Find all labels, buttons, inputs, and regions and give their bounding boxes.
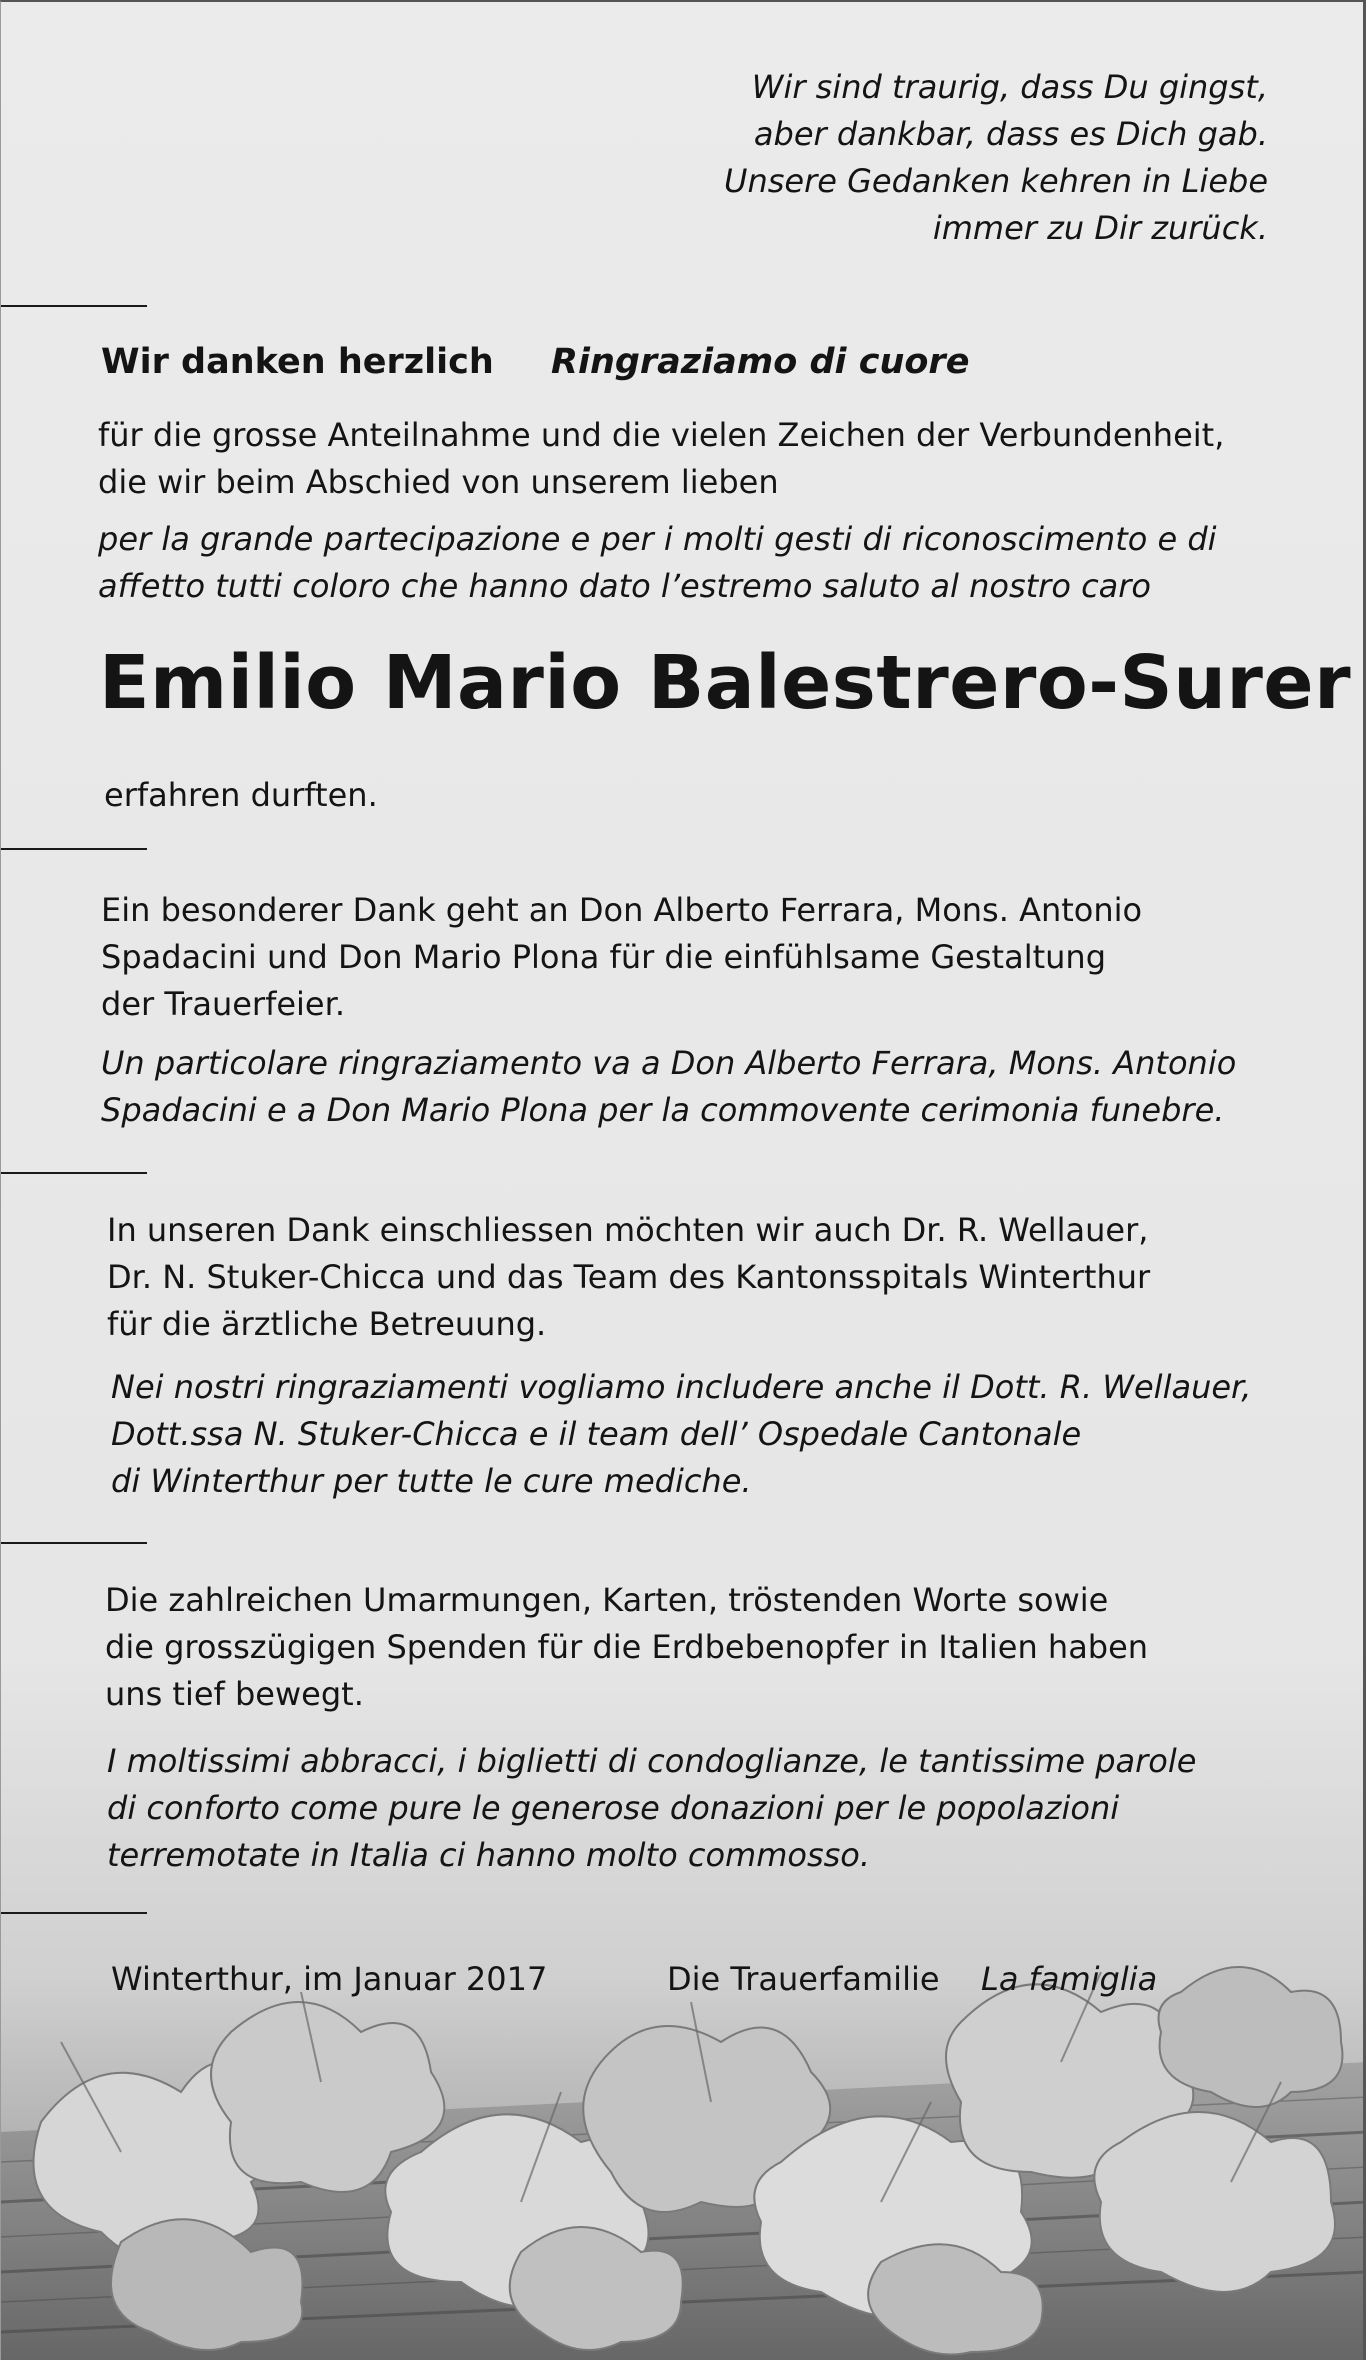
text-line: uns tief bewegt.: [105, 1675, 364, 1713]
text-line: die grosszügigen Spenden für die Erdbebenopfer in Italien haben: [105, 1628, 1149, 1666]
signature-german: Die Trauerfamilie: [667, 1960, 940, 1998]
divider-rule: [1, 1912, 147, 1914]
text-line: terremotate in Italia ci hanno molto commosso.: [107, 1836, 871, 1874]
divider-rule: [1, 305, 147, 307]
after-name-text: erfahren durften.: [104, 776, 378, 814]
divider-rule: [1, 1172, 147, 1174]
text-line: Ein besonderer Dank geht an Don Alberto Ferrara, Mons. Antonio: [101, 891, 1143, 929]
thanks-medical-italian: [111, 1364, 1251, 1505]
text-line: der Trauerfeier.: [101, 985, 345, 1023]
divider-rule: [1, 1542, 147, 1544]
text-line: die wir beim Abschied von unserem lieben: [98, 463, 779, 501]
thanks-general-italian: [107, 1738, 1196, 1879]
text-line: Nei nostri ringraziamenti vogliamo includere anche il Dott. R. Wellauer,: [111, 1368, 1252, 1406]
thanks-medical-german: [107, 1207, 1150, 1348]
text-line: Dr. N. Stuker-Chicca und das Team des Kantonsspitals Winterthur: [107, 1258, 1151, 1296]
deceased-name: Emilio Mario Balestrero-Surer: [99, 640, 1352, 726]
thanks-clergy-german: [101, 887, 1142, 1028]
intro-italian: [98, 516, 1217, 610]
verse-line: immer zu Dir zurück.: [932, 209, 1268, 247]
verse-line: Unsere Gedanken kehren in Liebe: [724, 162, 1268, 200]
verse-line: Wir sind traurig, dass Du gingst,: [751, 68, 1268, 106]
signature-italian: La famiglia: [981, 1960, 1158, 1998]
heading-german: Wir danken herzlich: [101, 342, 494, 382]
divider-rule: [1, 848, 147, 850]
text-line: für die grosse Anteilnahme und die vielen Zeichen der Verbundenheit,: [98, 416, 1225, 454]
text-line: Un particolare ringraziamento va a Don Alberto Ferrara, Mons. Antonio: [101, 1044, 1237, 1082]
thanks-general-german: [105, 1577, 1148, 1718]
text-line: Spadacini e a Don Mario Plona per la commovente cerimonia funebre.: [101, 1091, 1225, 1129]
text-line: für die ärztliche Betreuung.: [107, 1305, 547, 1343]
text-line: In unseren Dank einschliessen möchten wir auch Dr. R. Wellauer,: [107, 1211, 1149, 1249]
verse-line: aber dankbar, dass es Dich gab.: [753, 115, 1268, 153]
text-line: per la grande partecipazione e per i molti gesti di riconoscimento e di: [98, 520, 1217, 558]
text-line: Die zahlreichen Umarmungen, Karten, tröstenden Worte sowie: [105, 1581, 1109, 1619]
text-line: I moltissimi abbracci, i biglietti di condoglianze, le tantissime parole: [107, 1742, 1197, 1780]
text-line: di conforto come pure le generose donazioni per le popolazioni: [107, 1789, 1120, 1827]
memorial-verse: [724, 64, 1268, 252]
thanks-clergy-italian: [101, 1040, 1236, 1134]
intro-german: [98, 412, 1224, 506]
text-line: di Winterthur per tutte le cure mediche.: [111, 1462, 752, 1500]
text-line: affetto tutti coloro che hanno dato l’estremo saluto al nostro caro: [98, 567, 1151, 605]
place-date: Winterthur, im Januar 2017: [111, 1960, 548, 1998]
heading-italian: Ringraziamo di cuore: [551, 342, 970, 382]
text-line: Dott.ssa N. Stuker-Chicca e il team dell’ Ospedale Cantonale: [111, 1415, 1082, 1453]
text-line: Spadacini und Don Mario Plona für die einfühlsame Gestaltung: [101, 938, 1106, 976]
